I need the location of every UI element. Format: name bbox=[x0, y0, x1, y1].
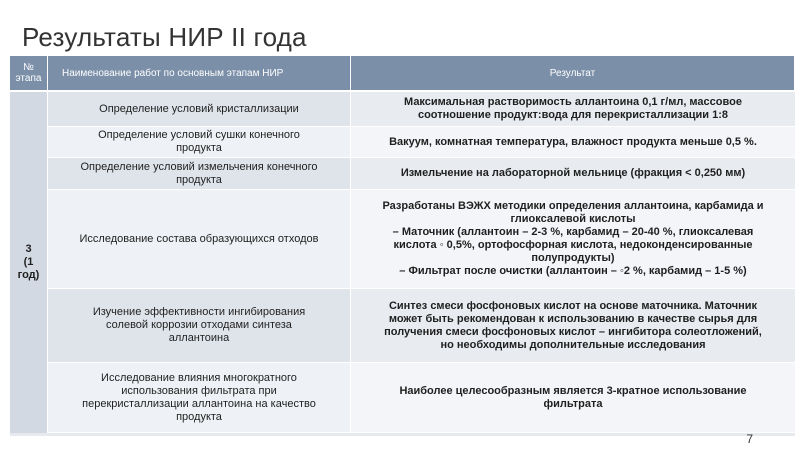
work-line: использования фильтрата при bbox=[121, 384, 277, 397]
slide-title: Результаты НИР II года bbox=[22, 22, 307, 52]
work-line: Исследование состава образующихся отходов bbox=[79, 232, 319, 245]
table-row bbox=[10, 363, 795, 433]
results-table bbox=[10, 56, 795, 433]
work-cell bbox=[48, 190, 351, 289]
work-cell bbox=[48, 289, 351, 363]
result-cell bbox=[351, 92, 795, 127]
result-line: кислота ◦ 0,5%, ортофосфорная кислота, недоконденсированные bbox=[393, 239, 753, 251]
table-header-row bbox=[10, 56, 795, 92]
stage-year: (1 год) bbox=[17, 256, 40, 281]
result-line: Вакуум, комнатная температура, влажност продукта меньше 0,5 %. bbox=[389, 135, 757, 148]
table-row bbox=[10, 289, 795, 363]
results-table-panel bbox=[10, 56, 795, 436]
work-line: аллантоина bbox=[168, 332, 230, 344]
work-line: Исследование влияния многократного bbox=[101, 371, 297, 384]
work-line: Определение условий сушки конечного bbox=[98, 129, 300, 141]
result-line: Синтез смеси фосфоновых кислот на основе маточника. Маточник bbox=[388, 299, 758, 312]
result-line: получения смеси фосфоновых кислот – ингибитора солеотложений, bbox=[384, 325, 762, 338]
result-line: но необходимы дополнительные исследования bbox=[440, 338, 706, 351]
result-cell bbox=[351, 363, 795, 433]
result-cell bbox=[351, 127, 795, 158]
result-line: может быть рекомендован к использованию в качестве сырья для bbox=[388, 312, 758, 325]
result-line: Измельчение на лабораторной мельнице (фракция < 0,250 мм) bbox=[400, 167, 746, 179]
work-line: перекристаллизации аллантоина на качество bbox=[82, 397, 316, 410]
result-cell bbox=[351, 289, 795, 363]
result-cell bbox=[351, 158, 795, 190]
work-line: Определение условий кристаллизации bbox=[99, 102, 299, 115]
result-line: – Фильтрат после очистки (аллантоин – ◦2 %, карбамид – 1-5 %) bbox=[399, 265, 747, 277]
work-line: Изучение эффективности ингибирования bbox=[92, 306, 306, 318]
header-stage-no: № этапа bbox=[10, 56, 48, 92]
header-work-name: Наименование работ по основным этапам НИР bbox=[48, 56, 351, 92]
page-number: 7 bbox=[746, 432, 753, 446]
header-result: Результат bbox=[351, 56, 795, 92]
result-line: – Маточник (аллантоин – 2-3 %, карбамид – 20-40 %, глиоксалевая bbox=[392, 226, 754, 238]
table-row bbox=[10, 190, 795, 289]
work-cell bbox=[48, 158, 351, 190]
table-row bbox=[10, 127, 795, 158]
result-line: глиоксалевой кислоты bbox=[510, 213, 636, 225]
table-row bbox=[10, 158, 795, 190]
work-line: продукта bbox=[176, 410, 222, 423]
result-line: Разработаны ВЭЖХ методики определения аллантоина, карбамида и bbox=[382, 200, 764, 212]
result-line: Наиболее целесообразным является 3-кратное использование bbox=[399, 384, 747, 397]
stage-cell bbox=[10, 92, 48, 433]
work-cell bbox=[48, 127, 351, 158]
work-line: Определение условий измельчения конечного bbox=[80, 160, 318, 173]
work-line: продукта bbox=[176, 173, 222, 186]
work-line: солевой коррозии отходами синтеза bbox=[106, 319, 292, 331]
result-line: полупродукты) bbox=[531, 252, 615, 264]
table-row bbox=[10, 92, 795, 127]
work-line: продукта bbox=[176, 142, 222, 154]
result-line: соотношение продукт:вода для перекристаллизации 1:8 bbox=[417, 109, 729, 121]
result-line: Максимальная растворимость аллантоина 0,1 г/мл, массовое bbox=[404, 96, 742, 108]
result-cell bbox=[351, 190, 795, 289]
work-cell bbox=[48, 363, 351, 433]
result-line: фильтрата bbox=[543, 397, 603, 410]
stage-number: 3 bbox=[25, 243, 32, 255]
work-cell bbox=[48, 92, 351, 127]
